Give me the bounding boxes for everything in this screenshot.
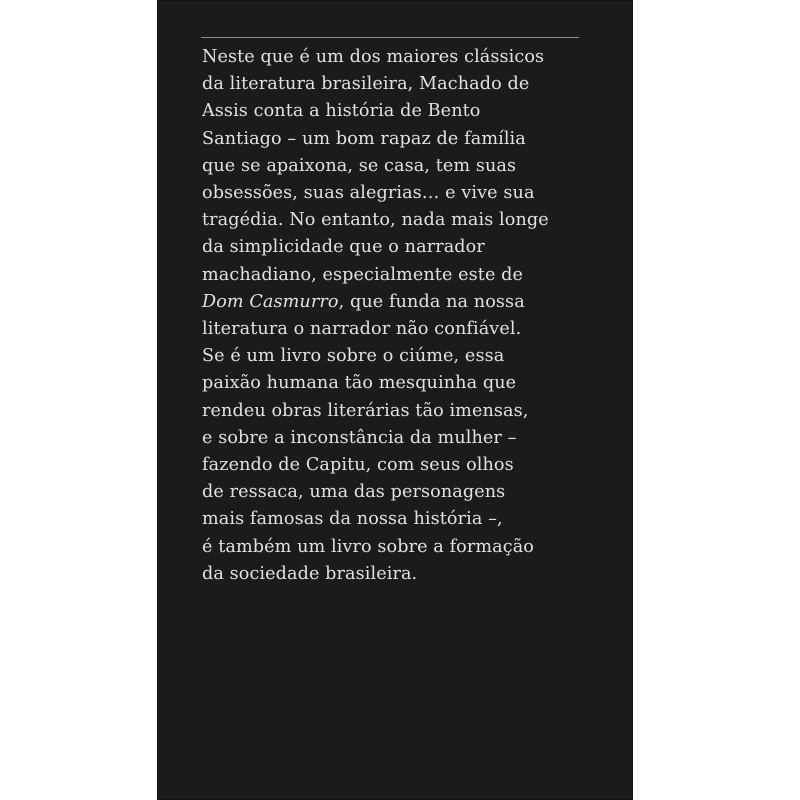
synopsis-line xyxy=(202,289,622,316)
synopsis-line: literatura o narrador não confiável. xyxy=(202,319,522,340)
synopsis-line: paixão humana tão mesquinha que xyxy=(202,373,517,394)
synopsis-line: da sociedade brasileira. xyxy=(202,563,418,584)
synopsis-line: Neste que é um dos maiores clássicos xyxy=(202,47,545,67)
synopsis-line-rest: , que funda na nossa xyxy=(338,291,525,312)
synopsis-line: da simplicidade que o narrador xyxy=(202,237,485,258)
synopsis-line: da literatura brasileira, Machado de xyxy=(202,74,530,95)
synopsis-line: de ressaca, uma das personagens xyxy=(202,482,506,503)
synopsis-line: é também um livro sobre a formação xyxy=(202,536,534,557)
book-title-italic: Dom Casmurro xyxy=(202,291,339,312)
book-back-cover xyxy=(157,0,633,800)
synopsis-line: rendeu obras literárias tão imensas, xyxy=(202,400,529,421)
synopsis-line: que se apaixona, se casa, tem suas xyxy=(202,155,517,176)
synopsis-text xyxy=(202,44,622,588)
synopsis-line: Santiago – um bom rapaz de família xyxy=(202,128,526,149)
top-divider-line xyxy=(201,37,579,38)
synopsis-line: Se é um livro sobre o ciúme, essa xyxy=(202,346,505,367)
synopsis-line: machadiano, especialmente este de xyxy=(202,264,524,285)
synopsis-line: fazendo de Capitu, com seus olhos xyxy=(202,455,514,476)
synopsis-line: obsessões, suas alegrias… e vive sua xyxy=(202,183,535,204)
synopsis-line: Assis conta a história de Bento xyxy=(202,101,481,122)
synopsis-line: e sobre a inconstância da mulher – xyxy=(202,427,517,448)
synopsis-line: mais famosas da nossa história –, xyxy=(202,509,503,530)
synopsis-line: tragédia. No entanto, nada mais longe xyxy=(202,210,549,231)
